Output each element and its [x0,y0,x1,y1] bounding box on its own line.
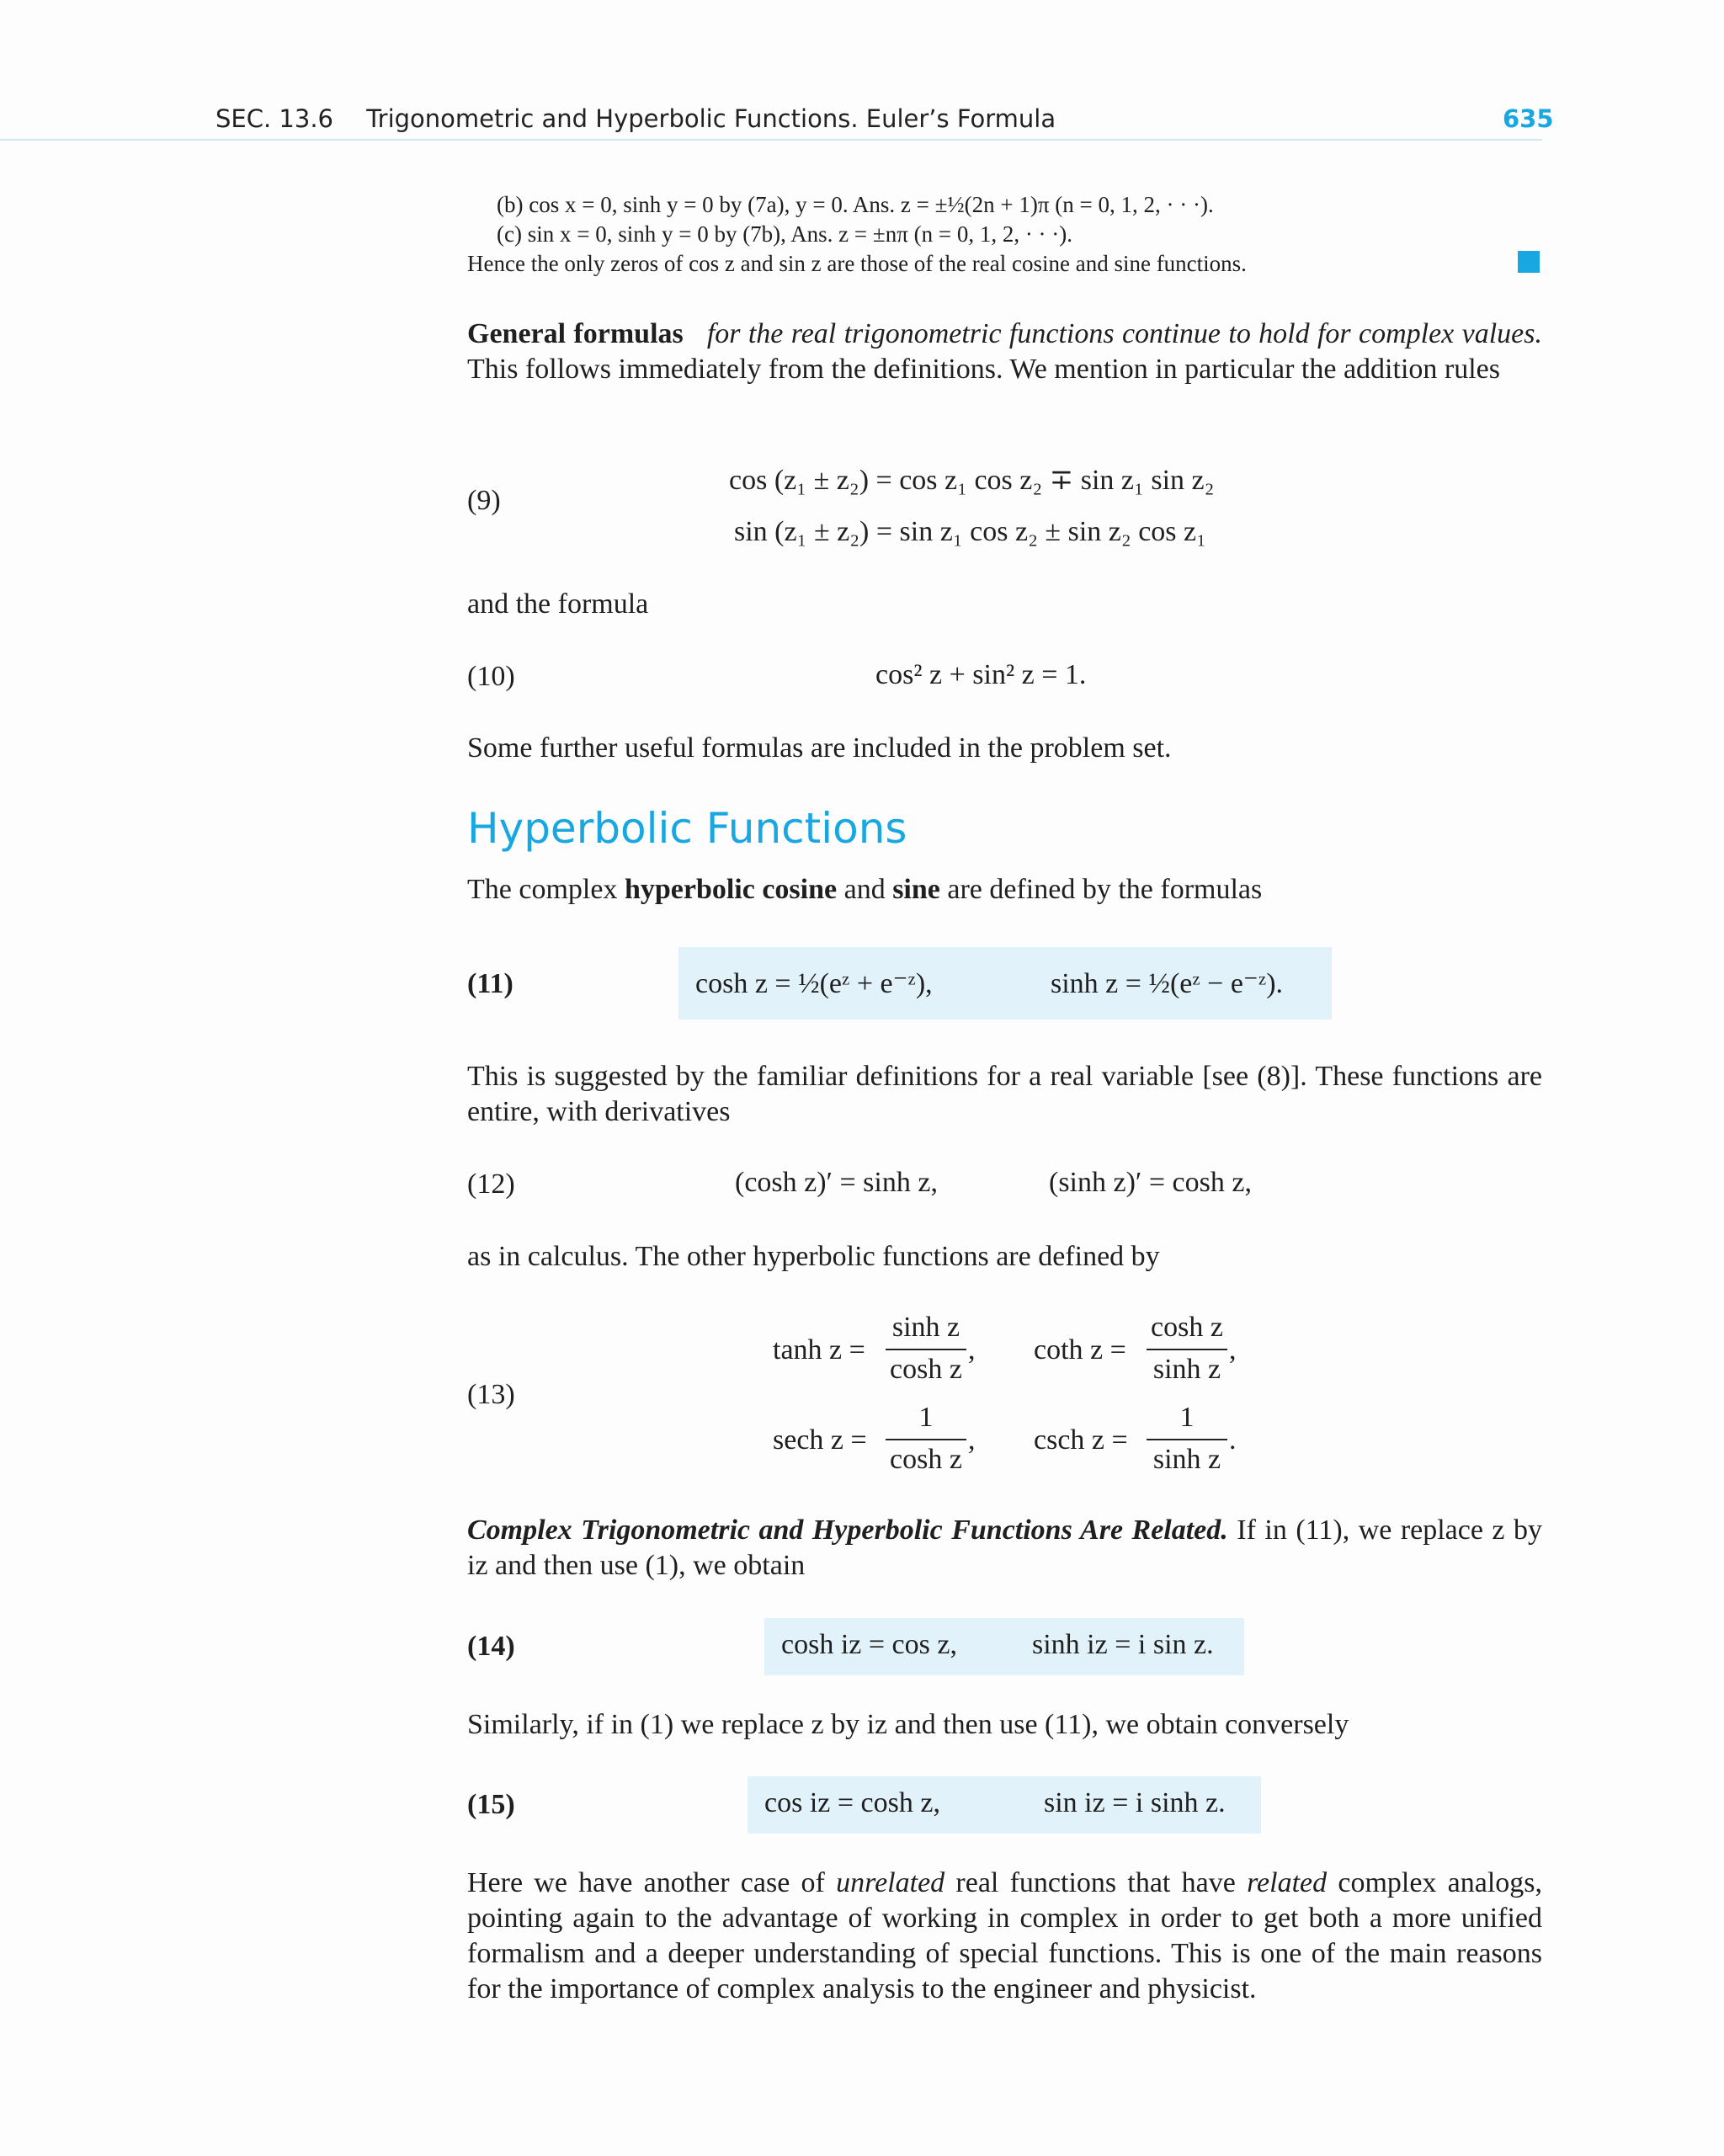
equation-9-line-2: sin (z₁ ± z₂) = sin z₁ cos z₂ ± sin z₂ cos z₁ [734,516,1206,547]
intro-text-e: are defined by the formulas [947,874,1263,905]
equation-15-left: cos iz = cosh z, [764,1787,940,1818]
sech-comma: , [968,1424,976,1456]
section-heading: Hyperbolic Functions [467,804,907,853]
equation-14-tag: (14) [467,1631,515,1662]
calculus-text: as in calculus. The other hyperbolic functions are defined by [467,1241,1160,1272]
equation-11-cosh: cosh z = ½(eᶻ + e⁻ᶻ), [695,968,933,999]
sech-lhs: sech z = [773,1424,867,1456]
equation-10-body: cos² z + sin² z = 1. [875,659,1087,690]
example-line-b: (b) cos x = 0, sinh y = 0 by (7a), y = 0. Ans. z = ±½(2n + 1)π (n = 0, 1, 2, · · ·). [497,192,1214,217]
suggested-paragraph: This is suggested by the familiar definitions for a real variable [see (8)]. These functions are entire, with derivatives [467,1061,1542,1127]
coth-fraction-bar [1147,1349,1227,1350]
csch-numerator: 1 [1179,1402,1195,1433]
closing-text-e: complex analogs, pointing again to the advantage of working in complex in order to get both a more unified formalism and a deeper understanding of special functions. This is one of the main reasons for the importance of complex analysis to the engineer and physicist. [467,1867,1543,2004]
header-rule [0,139,1542,141]
general-formulas-rest: This follows immediately from the definitions. We mention in particular the addition rules [467,354,1500,385]
end-of-example-marker [1518,251,1540,273]
running-header [216,104,1056,133]
term-sine: sine [892,874,940,905]
equation-15-tag: (15) [467,1789,515,1820]
equation-15-right: sin iz = i sinh z. [1044,1787,1226,1818]
equation-9-line-1: cos (z₁ ± z₂) = cos z₁ cos z₂ ∓ sin z₁ sin z₂ [729,465,1215,496]
section-title: Trigonometric and Hyperbolic Functions. Euler’s Formula [366,104,1056,133]
closing-paragraph [467,1866,1542,2007]
example-conclusion: Hence the only zeros of cos z and sin z are those of the real cosine and sine functions. [467,251,1247,276]
equation-9-tag: (9) [467,485,501,516]
tanh-fraction-bar [886,1349,966,1350]
equation-12-left: (cosh z)′ = sinh z, [735,1167,938,1198]
closing-related: related [1247,1867,1328,1898]
equation-11-sinh: sinh z = ½(eᶻ − e⁻ᶻ). [1051,968,1284,999]
general-formulas-italic: for the real trigonometric functions continue to hold for complex values. [706,318,1542,349]
related-heading: Complex Trigonometric and Hyperbolic Functions Are Related. [467,1515,1228,1546]
intro-text-c: and [843,874,886,905]
similarly-text: Similarly, if in (1) we replace z by iz and then use (11), we obtain conversely [467,1709,1349,1740]
general-formulas-bold: General formulas [467,318,684,349]
csch-denominator: sinh z [1152,1444,1221,1475]
further-formulas-text: Some further useful formulas are included in the problem set. [467,732,1172,764]
coth-numerator: cosh z [1151,1312,1223,1343]
example-line-c: (c) sin x = 0, sinh y = 0 by (7b), Ans. z = ±nπ (n = 0, 1, 2, · · ·). [497,221,1073,247]
and-the-formula: and the formula [467,588,649,620]
tanh-comma: , [968,1334,976,1365]
tanh-numerator: sinh z [891,1312,960,1343]
hyperbolic-intro [467,874,1262,906]
equation-10-tag: (10) [467,661,515,692]
general-formulas-paragraph [467,317,1542,387]
term-hyperbolic-cosine: hyperbolic cosine [624,874,838,905]
sech-numerator: 1 [918,1402,934,1433]
equation-14-right: sinh iz = i sin z. [1032,1629,1214,1660]
closing-unrelated: unrelated [836,1867,945,1898]
csch-period: . [1229,1424,1237,1456]
tanh-denominator: cosh z [890,1354,962,1385]
section-number: SEC. 13.6 [216,104,333,133]
coth-lhs: coth z = [1034,1334,1126,1365]
equation-12-tag: (12) [467,1168,515,1200]
coth-comma: , [1229,1334,1237,1365]
intro-text-a: The complex [467,874,618,905]
related-paragraph [467,1513,1542,1584]
equation-13-tag: (13) [467,1379,515,1410]
closing-text-c: real functions that have [955,1867,1236,1898]
coth-denominator: sinh z [1152,1354,1221,1385]
closing-text-a: Here we have another case of [467,1867,825,1898]
page-number: 635 [1503,104,1554,133]
sech-fraction-bar [886,1439,966,1440]
sech-denominator: cosh z [890,1444,962,1475]
csch-lhs: csch z = [1034,1424,1128,1456]
tanh-lhs: tanh z = [773,1334,865,1365]
csch-fraction-bar [1147,1439,1227,1440]
equation-11-tag: (11) [467,968,513,999]
equation-14-left: cosh iz = cos z, [781,1629,957,1660]
related-rest: If in (11), we replace z by iz and then use (1), we obtain [467,1515,1543,1581]
equation-12-right: (sinh z)′ = cosh z, [1049,1167,1252,1198]
